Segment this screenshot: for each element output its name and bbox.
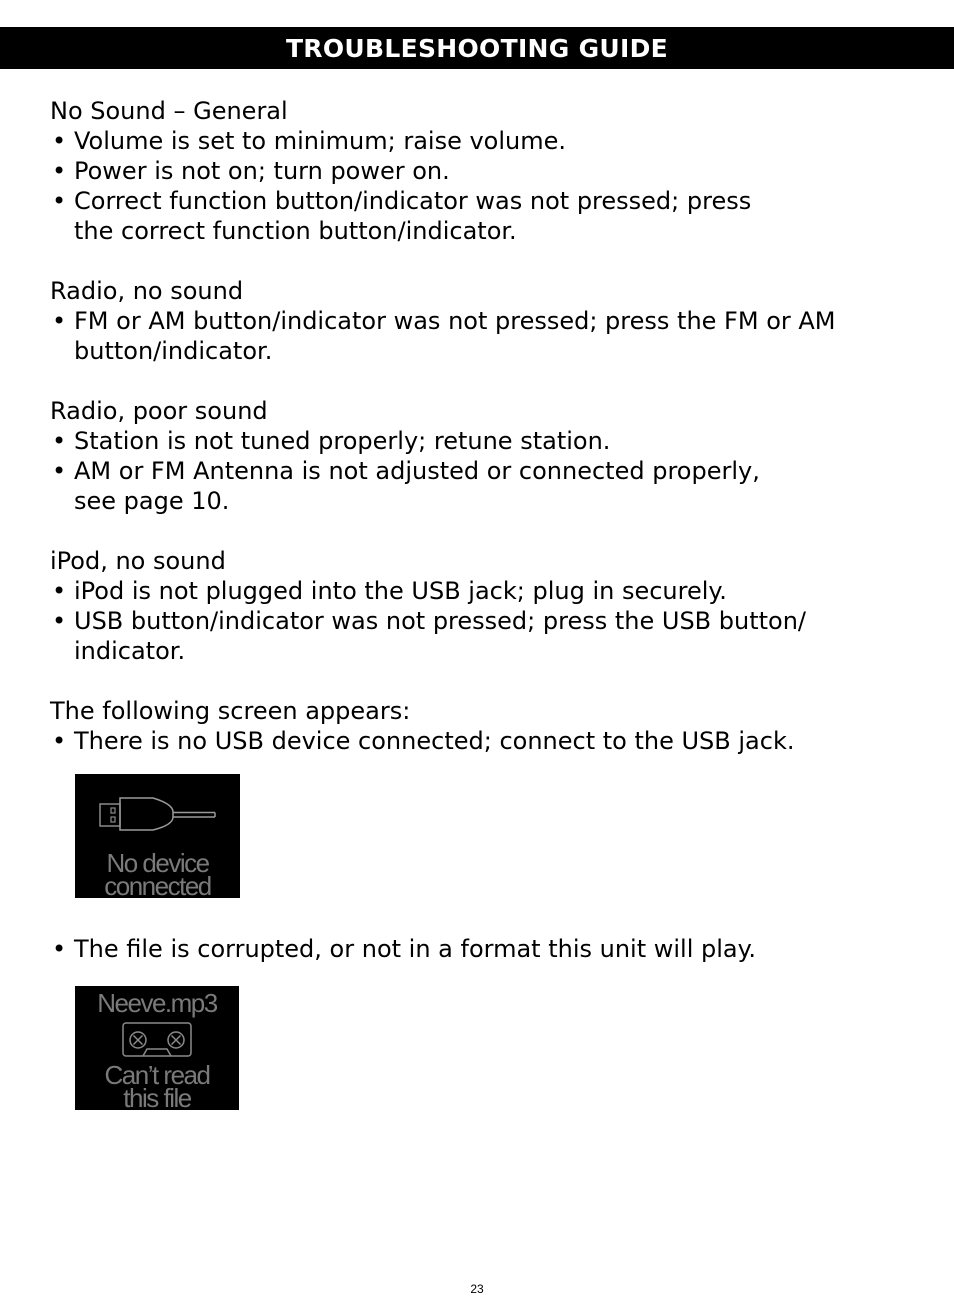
section-radio-no-sound bbox=[50, 276, 890, 366]
bullet-list bbox=[50, 934, 890, 964]
section-screen-appears bbox=[50, 696, 890, 756]
cant-read-line2: this file bbox=[123, 1083, 191, 1110]
bullet-list bbox=[50, 576, 890, 666]
list-item: • FM or AM button/indicator was not pressed; press the FM or AM button/indicator. bbox=[50, 306, 864, 366]
list-item: • Station is not tuned properly; retune station. bbox=[50, 426, 890, 456]
bullet-list bbox=[50, 426, 890, 516]
bad-file-screen bbox=[75, 986, 239, 1110]
page-number: 23 bbox=[470, 1282, 484, 1296]
list-item: • There is no USB device connected; connect to the USB jack. bbox=[50, 726, 890, 756]
list-item: • The file is corrupted, or not in a format this unit will play. bbox=[50, 934, 890, 964]
no-device-line2: connected bbox=[104, 871, 211, 898]
list-item: • iPod is not plugged into the USB jack; plug in securely. bbox=[50, 576, 890, 606]
section-title: The following screen appears: bbox=[50, 697, 411, 725]
bullet-list bbox=[50, 126, 890, 246]
usb-plug-icon bbox=[75, 774, 240, 844]
section-title: No Sound – General bbox=[50, 97, 288, 125]
list-item: • Correct function button/indicator was not pressed; press the correct function button/indicator. bbox=[50, 186, 774, 246]
section-title: Radio, no sound bbox=[50, 277, 244, 305]
sad-cassette-icon bbox=[75, 1022, 239, 1062]
section-radio-poor-sound bbox=[50, 396, 890, 516]
list-item: • Volume is set to minimum; raise volume. bbox=[50, 126, 890, 156]
no-device-line1: No device bbox=[106, 848, 209, 878]
section-no-sound-general bbox=[50, 96, 890, 246]
list-item: • AM or FM Antenna is not adjusted or connected properly, see page 10. bbox=[50, 456, 784, 516]
list-item: • Power is not on; turn power on. bbox=[50, 156, 890, 186]
document-body bbox=[50, 96, 890, 1110]
list-item: • USB button/indicator was not pressed; press the USB button/ indicator. bbox=[50, 606, 814, 666]
section-ipod-no-sound bbox=[50, 546, 890, 666]
bullet-list bbox=[50, 306, 890, 366]
page-header bbox=[0, 27, 954, 69]
no-device-screen bbox=[75, 774, 240, 898]
section-title: iPod, no sound bbox=[50, 547, 226, 575]
filename-text: Neeve.mp3 bbox=[97, 988, 217, 1018]
bullet-list bbox=[50, 726, 890, 756]
page-title: TROUBLESHOOTING GUIDE bbox=[285, 33, 669, 63]
section-title: Radio, poor sound bbox=[50, 397, 268, 425]
cant-read-line1: Can’t read bbox=[104, 1060, 210, 1090]
